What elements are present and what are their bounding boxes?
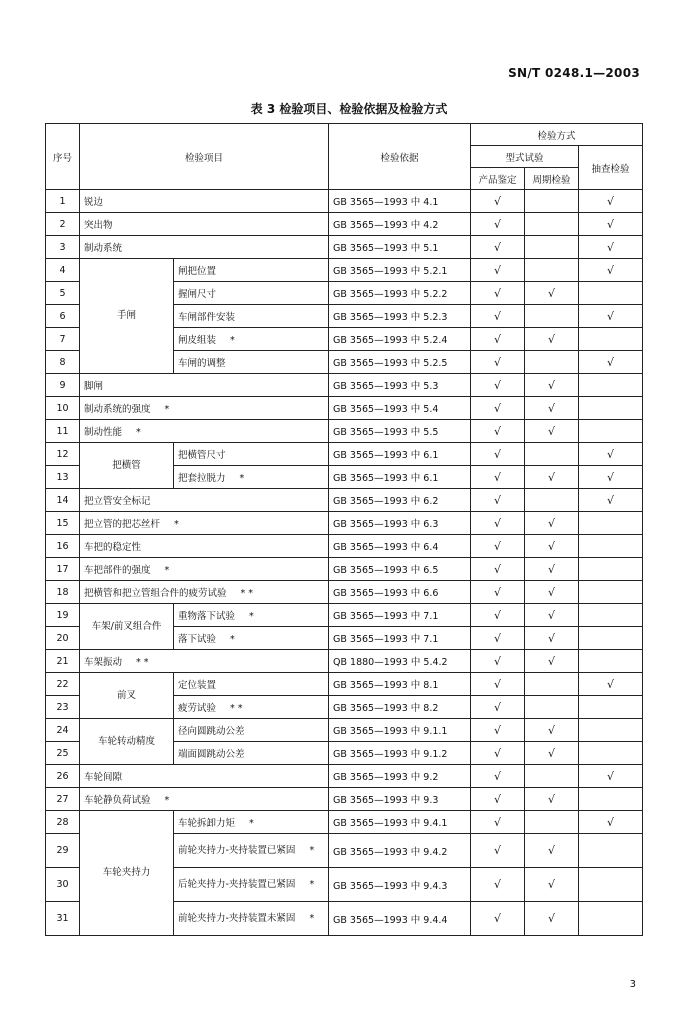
row-number: 5 <box>46 282 80 305</box>
periodic-check: √ <box>525 282 579 305</box>
item-cell <box>80 489 329 512</box>
periodic-check: √ <box>525 902 579 936</box>
row-number: 19 <box>46 604 80 627</box>
row-number: 25 <box>46 742 80 765</box>
item-label: 疲劳试验 <box>178 703 217 714</box>
sampling-check <box>579 902 643 936</box>
item-label: 把套拉脱力 <box>178 473 226 484</box>
row-number: 1 <box>46 190 80 213</box>
item-cell <box>80 213 329 236</box>
basis-cell: GB 3565—1993 中 9.4.3 <box>329 868 471 902</box>
sampling-check: √ <box>579 351 643 374</box>
sampling-check: √ <box>579 466 643 489</box>
product-appraisal-check: √ <box>471 742 525 765</box>
periodic-check <box>525 236 579 259</box>
sampling-check <box>579 742 643 765</box>
product-appraisal-check: √ <box>471 420 525 443</box>
basis-cell: GB 3565—1993 中 5.2.3 <box>329 305 471 328</box>
sampling-check <box>579 868 643 902</box>
sampling-check <box>579 397 643 420</box>
table-row <box>46 811 643 834</box>
product-appraisal-check: √ <box>471 765 525 788</box>
item-cell <box>80 512 329 535</box>
row-number: 13 <box>46 466 80 489</box>
item-label: 径向圆跳动公差 <box>178 726 245 737</box>
row-number: 29 <box>46 834 80 868</box>
row-number: 17 <box>46 558 80 581</box>
row-number: 10 <box>46 397 80 420</box>
group-label: 车架/前叉组合件 <box>80 604 174 650</box>
item-label: 把横管尺寸 <box>178 450 226 461</box>
periodic-check: √ <box>525 535 579 558</box>
periodic-check: √ <box>525 466 579 489</box>
product-appraisal-check: √ <box>471 604 525 627</box>
item-label: 端面圆跳动公差 <box>178 749 245 760</box>
header-periodic: 周期检验 <box>525 168 579 190</box>
table-body <box>46 190 643 936</box>
sampling-check: √ <box>579 305 643 328</box>
product-appraisal-check: √ <box>471 259 525 282</box>
type-test-marker: * <box>239 473 245 484</box>
row-number: 21 <box>46 650 80 673</box>
type-test-marker: * <box>230 335 235 346</box>
periodic-check: √ <box>525 374 579 397</box>
item-label: 脚闸 <box>84 381 104 392</box>
periodic-check: √ <box>525 604 579 627</box>
sampling-check <box>579 788 643 811</box>
type-test-marker: * <box>249 818 254 829</box>
basis-cell: GB 3565—1993 中 9.1.1 <box>329 719 471 742</box>
periodic-check: √ <box>525 719 579 742</box>
row-number: 3 <box>46 236 80 259</box>
row-number: 28 <box>46 811 80 834</box>
basis-cell: GB 3565—1993 中 6.1 <box>329 443 471 466</box>
sampling-check <box>579 374 643 397</box>
header-sampling: 抽查检验 <box>579 146 643 190</box>
periodic-check <box>525 213 579 236</box>
item-cell <box>174 811 329 834</box>
basis-cell: GB 3565—1993 中 4.2 <box>329 213 471 236</box>
product-appraisal-check: √ <box>471 282 525 305</box>
basis-cell: GB 3565—1993 中 9.4.2 <box>329 834 471 868</box>
basis-cell: GB 3565—1993 中 9.2 <box>329 765 471 788</box>
periodic-check: √ <box>525 627 579 650</box>
group-label: 把横管 <box>80 443 174 489</box>
type-test-marker: * <box>136 427 141 438</box>
sampling-check <box>579 834 643 868</box>
product-appraisal-check: √ <box>471 558 525 581</box>
item-label: 车轮静负荷试验 <box>84 795 151 806</box>
product-appraisal-check: √ <box>471 305 525 328</box>
periodic-check: √ <box>525 328 579 351</box>
item-cell <box>174 673 329 696</box>
item-label: 制动性能 <box>84 427 123 438</box>
table-row <box>46 213 643 236</box>
periodic-check: √ <box>525 420 579 443</box>
table-row <box>46 650 643 673</box>
basis-cell: GB 3565—1993 中 5.2.5 <box>329 351 471 374</box>
table-row <box>46 489 643 512</box>
header-basis: 检验依据 <box>329 124 471 190</box>
item-cell <box>174 282 329 305</box>
item-label: 前轮夹持力-夹持装置已紧固 <box>178 844 296 856</box>
product-appraisal-check: √ <box>471 443 525 466</box>
periodic-check <box>525 443 579 466</box>
standard-code: SN/T 0248.1—2003 <box>508 66 640 80</box>
basis-cell: GB 3565—1993 中 6.4 <box>329 535 471 558</box>
sampling-check: √ <box>579 213 643 236</box>
header-method: 检验方式 <box>471 124 643 146</box>
product-appraisal-check: √ <box>471 696 525 719</box>
periodic-check: √ <box>525 650 579 673</box>
basis-cell: GB 3565—1993 中 4.1 <box>329 190 471 213</box>
table-row <box>46 374 643 397</box>
basis-cell: GB 3565—1993 中 9.1.2 <box>329 742 471 765</box>
basis-cell: GB 3565—1993 中 6.5 <box>329 558 471 581</box>
product-appraisal-check: √ <box>471 834 525 868</box>
type-test-marker: * <box>230 634 235 645</box>
item-cell <box>174 868 329 902</box>
type-test-marker: * <box>249 611 254 622</box>
item-label: 车轮拆卸力矩 <box>178 818 236 829</box>
item-label: 制动系统的强度 <box>84 404 151 415</box>
sampling-check: √ <box>579 443 643 466</box>
product-appraisal-check: √ <box>471 650 525 673</box>
product-appraisal-check: √ <box>471 719 525 742</box>
periodic-check <box>525 351 579 374</box>
item-cell <box>174 902 329 936</box>
periodic-check <box>525 673 579 696</box>
periodic-check <box>525 259 579 282</box>
group-label: 车轮转动精度 <box>80 719 174 765</box>
product-appraisal-check: √ <box>471 535 525 558</box>
item-label: 车架振动 <box>84 657 123 668</box>
periodic-check <box>525 305 579 328</box>
row-number: 20 <box>46 627 80 650</box>
item-cell <box>174 719 329 742</box>
basis-cell: GB 3565—1993 中 6.2 <box>329 489 471 512</box>
inspection-table <box>45 123 643 936</box>
table-row <box>46 673 643 696</box>
type-test-marker: * <box>164 565 170 576</box>
row-number: 6 <box>46 305 80 328</box>
basis-cell: GB 3565—1993 中 9.4.4 <box>329 902 471 936</box>
item-label: 车轮间隙 <box>84 772 123 783</box>
periodic-check <box>525 811 579 834</box>
item-cell <box>174 466 329 489</box>
row-number: 22 <box>46 673 80 696</box>
type-test-marker: * <box>309 878 315 890</box>
item-label: 后轮夹持力-夹持装置已紧固 <box>178 878 296 890</box>
product-appraisal-check: √ <box>471 512 525 535</box>
item-label: 重物落下试验 <box>178 611 236 622</box>
item-label: 定位装置 <box>178 680 217 691</box>
periodic-check: √ <box>525 512 579 535</box>
table-row <box>46 236 643 259</box>
basis-cell: GB 3565—1993 中 8.1 <box>329 673 471 696</box>
sampling-check: √ <box>579 811 643 834</box>
item-cell <box>80 420 329 443</box>
type-test-marker: * <box>174 519 179 530</box>
row-number: 15 <box>46 512 80 535</box>
periodic-check: √ <box>525 834 579 868</box>
product-appraisal-check: √ <box>471 581 525 604</box>
item-cell <box>174 259 329 282</box>
type-test-marker: * * <box>240 588 254 599</box>
item-label: 落下试验 <box>178 634 217 645</box>
sampling-check <box>579 581 643 604</box>
table-row <box>46 512 643 535</box>
sampling-check: √ <box>579 489 643 512</box>
row-number: 23 <box>46 696 80 719</box>
product-appraisal-check: √ <box>471 236 525 259</box>
sampling-check <box>579 282 643 305</box>
basis-cell: GB 3565—1993 中 7.1 <box>329 604 471 627</box>
item-label: 车闸的调整 <box>178 358 226 369</box>
item-cell <box>174 627 329 650</box>
item-cell <box>80 581 329 604</box>
header-item: 检验项目 <box>80 124 329 190</box>
row-number: 16 <box>46 535 80 558</box>
page-number: 3 <box>629 979 636 990</box>
sampling-check <box>579 627 643 650</box>
group-label: 车轮夹持力 <box>80 811 174 936</box>
basis-cell: GB 3565—1993 中 9.3 <box>329 788 471 811</box>
basis-cell: GB 3565—1993 中 5.2.1 <box>329 259 471 282</box>
periodic-check: √ <box>525 788 579 811</box>
periodic-check: √ <box>525 581 579 604</box>
table-row <box>46 604 643 627</box>
basis-cell: GB 3565—1993 中 9.4.1 <box>329 811 471 834</box>
item-cell <box>80 765 329 788</box>
group-label: 手闸 <box>80 259 174 374</box>
item-cell <box>80 374 329 397</box>
item-cell <box>80 397 329 420</box>
header-product-appraisal: 产品鉴定 <box>471 168 525 190</box>
table-row <box>46 443 643 466</box>
row-number: 11 <box>46 420 80 443</box>
row-number: 30 <box>46 868 80 902</box>
basis-cell: GB 3565—1993 中 5.5 <box>329 420 471 443</box>
basis-cell: GB 3565—1993 中 6.1 <box>329 466 471 489</box>
row-number: 2 <box>46 213 80 236</box>
table-row <box>46 397 643 420</box>
table-title: 表 3 检验项目、检验依据及检验方式 <box>250 102 448 116</box>
item-cell <box>80 650 329 673</box>
product-appraisal-check: √ <box>471 190 525 213</box>
item-label: 闸皮组装 <box>178 335 217 346</box>
row-number: 31 <box>46 902 80 936</box>
periodic-check: √ <box>525 397 579 420</box>
periodic-check <box>525 765 579 788</box>
sampling-check <box>579 696 643 719</box>
product-appraisal-check: √ <box>471 868 525 902</box>
row-number: 8 <box>46 351 80 374</box>
table-row <box>46 719 643 742</box>
basis-cell: GB 3565—1993 中 5.1 <box>329 236 471 259</box>
basis-cell: GB 3565—1993 中 7.1 <box>329 627 471 650</box>
table-row <box>46 420 643 443</box>
item-cell <box>174 305 329 328</box>
basis-cell: GB 3565—1993 中 5.2.4 <box>329 328 471 351</box>
item-label: 制动系统 <box>84 243 123 254</box>
row-number: 4 <box>46 259 80 282</box>
table-row <box>46 788 643 811</box>
item-cell <box>80 558 329 581</box>
product-appraisal-check: √ <box>471 489 525 512</box>
sampling-check <box>579 328 643 351</box>
row-number: 18 <box>46 581 80 604</box>
item-label: 车把的稳定性 <box>84 542 142 553</box>
item-label: 握闸尺寸 <box>178 289 217 300</box>
item-cell <box>80 236 329 259</box>
product-appraisal-check: √ <box>471 213 525 236</box>
row-number: 27 <box>46 788 80 811</box>
product-appraisal-check: √ <box>471 627 525 650</box>
product-appraisal-check: √ <box>471 328 525 351</box>
sampling-check <box>579 512 643 535</box>
item-cell <box>174 328 329 351</box>
header-type-test: 型式试验 <box>471 146 579 168</box>
basis-cell: GB 3565—1993 中 5.4 <box>329 397 471 420</box>
basis-cell: GB 3565—1993 中 5.3 <box>329 374 471 397</box>
basis-cell: QB 1880—1993 中 5.4.2 <box>329 650 471 673</box>
product-appraisal-check: √ <box>471 466 525 489</box>
item-cell <box>174 351 329 374</box>
item-cell <box>174 696 329 719</box>
item-cell <box>80 788 329 811</box>
product-appraisal-check: √ <box>471 397 525 420</box>
periodic-check <box>525 489 579 512</box>
item-label: 前轮夹持力-夹持装置未紧固 <box>178 912 296 924</box>
item-cell <box>80 190 329 213</box>
item-cell <box>80 535 329 558</box>
type-test-marker: * <box>164 795 170 806</box>
periodic-check <box>525 190 579 213</box>
basis-cell: GB 3565—1993 中 6.3 <box>329 512 471 535</box>
row-number: 24 <box>46 719 80 742</box>
product-appraisal-check: √ <box>471 902 525 936</box>
sampling-check <box>579 558 643 581</box>
sampling-check <box>579 604 643 627</box>
item-label: 把立管的把芯丝杆 <box>84 519 161 530</box>
periodic-check: √ <box>525 558 579 581</box>
row-number: 9 <box>46 374 80 397</box>
item-cell <box>174 834 329 868</box>
sampling-check <box>579 719 643 742</box>
item-label: 锐边 <box>84 197 104 208</box>
table-row <box>46 535 643 558</box>
item-cell <box>174 443 329 466</box>
group-label: 前叉 <box>80 673 174 719</box>
product-appraisal-check: √ <box>471 788 525 811</box>
periodic-check <box>525 696 579 719</box>
product-appraisal-check: √ <box>471 351 525 374</box>
sampling-check: √ <box>579 236 643 259</box>
table-row <box>46 558 643 581</box>
row-number: 12 <box>46 443 80 466</box>
item-label: 闸把位置 <box>178 266 217 277</box>
type-test-marker: * * <box>230 703 243 714</box>
basis-cell: GB 3565—1993 中 5.2.2 <box>329 282 471 305</box>
type-test-marker: * <box>309 912 315 924</box>
table-row <box>46 259 643 282</box>
item-label: 把立管安全标记 <box>84 496 151 507</box>
basis-cell: GB 3565—1993 中 6.6 <box>329 581 471 604</box>
table-row <box>46 190 643 213</box>
item-cell <box>174 604 329 627</box>
type-test-marker: * <box>309 844 315 856</box>
item-label: 把横管和把立管组合件的疲劳试验 <box>84 588 227 599</box>
product-appraisal-check: √ <box>471 374 525 397</box>
periodic-check: √ <box>525 868 579 902</box>
sampling-check: √ <box>579 673 643 696</box>
item-label: 车把部件的强度 <box>84 565 151 576</box>
sampling-check: √ <box>579 190 643 213</box>
product-appraisal-check: √ <box>471 673 525 696</box>
periodic-check: √ <box>525 742 579 765</box>
type-test-marker: * <box>164 404 170 415</box>
sampling-check <box>579 535 643 558</box>
sampling-check: √ <box>579 765 643 788</box>
header-no: 序号 <box>46 124 80 190</box>
row-number: 14 <box>46 489 80 512</box>
product-appraisal-check: √ <box>471 811 525 834</box>
type-test-marker: * * <box>136 657 149 668</box>
table-row <box>46 581 643 604</box>
table-row <box>46 765 643 788</box>
item-label: 突出物 <box>84 220 113 231</box>
item-label: 车闸部件安装 <box>178 312 236 323</box>
basis-cell: GB 3565—1993 中 8.2 <box>329 696 471 719</box>
sampling-check: √ <box>579 259 643 282</box>
sampling-check <box>579 420 643 443</box>
row-number: 7 <box>46 328 80 351</box>
row-number: 26 <box>46 765 80 788</box>
sampling-check <box>579 650 643 673</box>
item-cell <box>174 742 329 765</box>
